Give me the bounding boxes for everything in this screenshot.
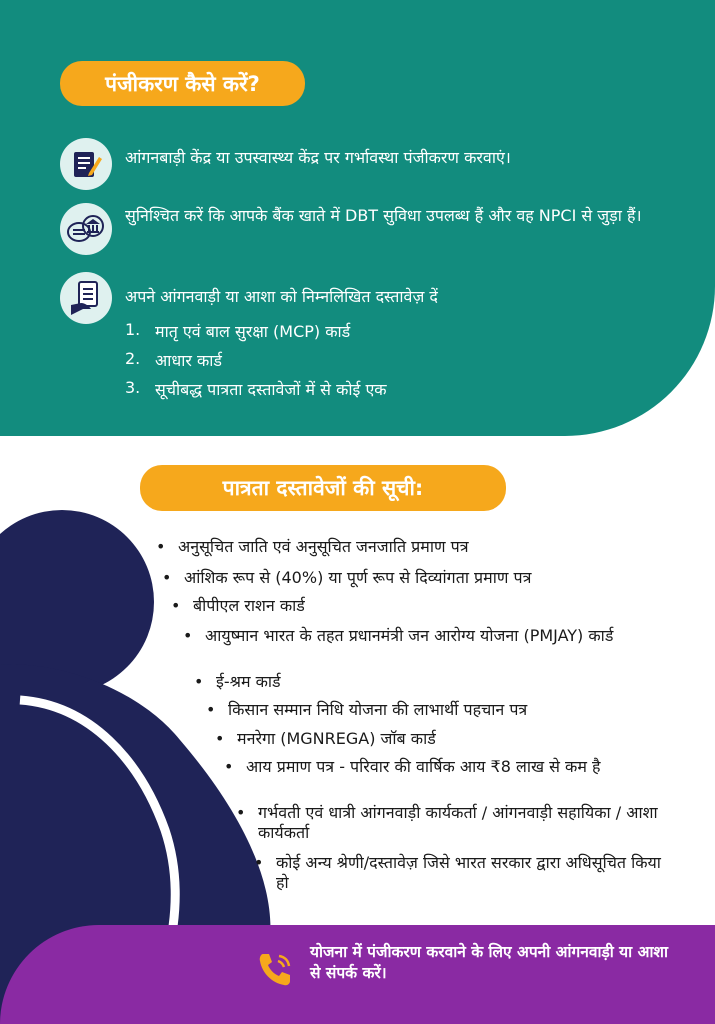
document-list <box>125 320 387 407</box>
step-text: सुनिश्चित करें कि आपके बैंक खाते में DBT सुविधा उपलब्ध हैं और वह NPCI से जुड़ा हैं। <box>125 206 642 225</box>
list-item: • गर्भवती एवं धात्री आंगनवाड़ी कार्यकर्ता / आंगनवाड़ी सहायिका / आशा कार्यकर्ता <box>236 803 658 842</box>
list-item: 1. मातृ एवं बाल सुरक्षा (MCP) कार्ड <box>125 320 351 341</box>
list-item: 3. सूचीबद्ध पात्रता दस्तावेजों में से कोई एक <box>125 378 387 399</box>
step-text: आंगनबाड़ी केंद्र या उपस्वास्थ्य केंद्र पर गर्भावस्था पंजीकरण करवाएं। <box>125 148 511 167</box>
list-item: • किसान सम्मान निधि योजना की लाभार्थी पहचान पत्र <box>206 700 528 719</box>
list-item: • अनुसूचित जाति एवं अनुसूचित जनजाति प्रमाण पत्र <box>156 537 469 556</box>
list-item: • आय प्रमाण पत्र - परिवार की वार्षिक आय ₹8 लाख से कम है <box>224 757 601 776</box>
form-edit-icon <box>60 138 112 190</box>
list-item: • मनरेगा (MGNREGA) जॉब कार्ड <box>215 729 436 748</box>
list-item: • आयुष्मान भारत के तहत प्रधानमंत्री जन आरोग्य योजना (PMJAY) कार्ड <box>183 626 614 645</box>
document-hand-icon <box>60 272 112 324</box>
list-item: • बीपीएल राशन कार्ड <box>171 596 305 615</box>
contact-text: योजना में पंजीकरण करवाने के लिए अपनी आंगनवाड़ी या आशा से संपर्क करें। <box>310 943 668 982</box>
list-item: • आंशिक रूप से (40%) या पूर्ण रूप से दिव्यांगता प्रमाण पत्र <box>162 568 532 587</box>
eligibility-title: पात्रता दस्तावेजों की सूची: <box>140 465 506 511</box>
list-item: • ई-श्रम कार्ड <box>194 672 281 691</box>
registration-title: पंजीकरण कैसे करें? <box>60 61 305 106</box>
bank-transfer-icon <box>60 203 112 255</box>
list-item: • कोई अन्य श्रेणी/दस्तावेज़ जिसे भारत सरकार द्वारा अधिसूचित किया हो <box>254 853 661 892</box>
step-text: अपने आंगनवाड़ी या आशा को निम्नलिखित दस्तावेज़ दें <box>125 287 438 306</box>
phone-icon <box>255 950 295 990</box>
list-item: 2. आधार कार्ड <box>125 349 222 370</box>
